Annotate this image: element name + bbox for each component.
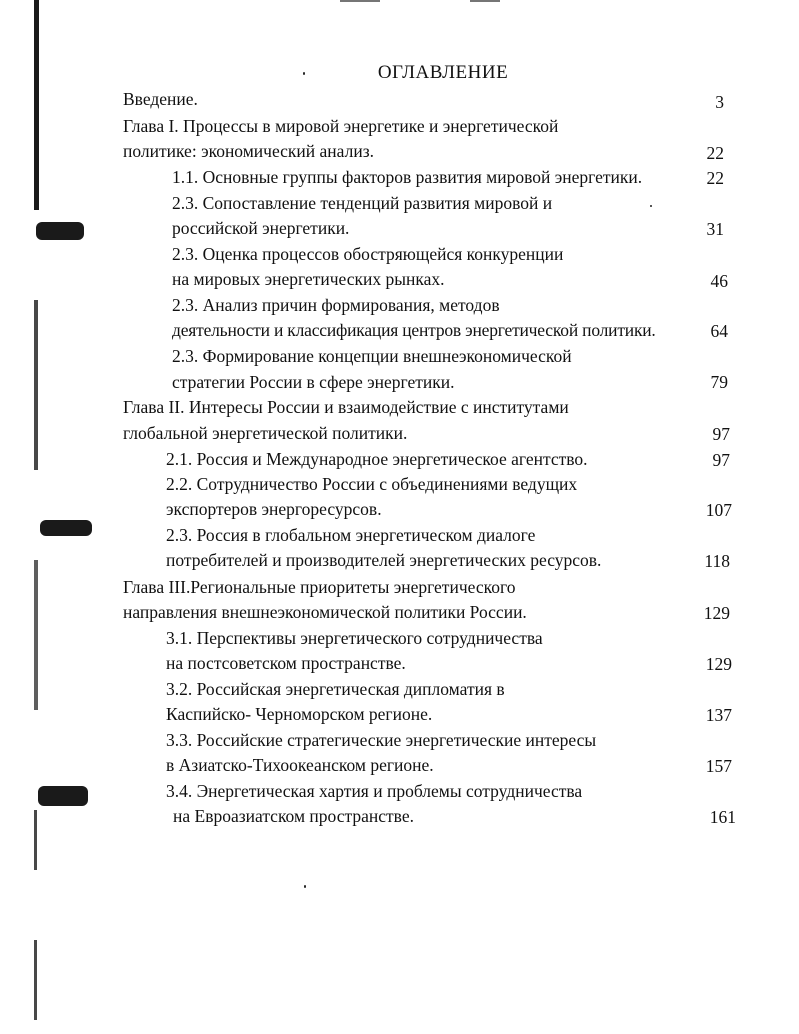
toc-page-number: 161 [709,807,736,827]
scan-edge-mark [34,300,38,470]
scan-speck [650,205,652,207]
toc-page-number: 3 [715,92,724,112]
toc-entry: стратегии России в сфере энергетики. [172,372,455,392]
toc-entry: Введение. [123,89,198,109]
toc-entry: направления внешнеэкономической политики России. [123,602,527,622]
toc-entry: российской энергетики. [172,218,350,238]
toc-page-number: 107 [705,500,732,520]
scan-edge-mark [340,0,380,2]
toc-entry: потребителей и производителей энергетических ресурсов. [166,550,602,570]
toc-entry: 2.1. Россия и Международное энергетическое агентство. [166,449,588,469]
scan-speck [304,885,306,888]
scan-edge-mark [470,0,500,2]
toc-entry: 3.2. Российская энергетическая дипломатия в [166,679,505,699]
toc-entry: Каспийско- Черноморском регионе. [166,704,433,724]
toc-entry: 3.3. Российские стратегические энергетические интересы [166,730,597,750]
toc-page-number: 129 [703,603,730,623]
toc-page-number: 64 [710,321,728,341]
toc-entry: политике: экономический анализ. [123,141,374,161]
toc-page-number: 157 [705,756,732,776]
toc-page-number: 31 [706,219,724,239]
toc-entry: экспортеров энергоресурсов. [166,499,382,519]
toc-entry: 2.3. Формирование концепции внешнеэкономической [172,346,572,366]
toc-entry: 2.3. Оценка процессов обостряющейся конкуренции [172,244,564,264]
toc-title: ОГЛАВЛЕНИЕ [377,62,509,83]
toc-page-number: 46 [710,271,728,291]
toc-entry: 2.3. Сопоставление тенденций развития мировой и [172,193,553,213]
toc-entry: на Евроазиатском пространстве. [173,806,414,826]
scan-edge-mark [34,940,37,1020]
toc-page-number: 129 [705,654,732,674]
scan-edge-mark [40,520,92,536]
toc-page-number: 97 [712,424,730,444]
toc-page-number: 79 [710,372,728,392]
toc-entry: деятельности и классификация центров энергетической политики. [172,320,656,340]
toc-page-number: 22 [706,143,724,163]
toc-entry: на постсоветском пространстве. [166,653,406,673]
toc-entry: Глава III.Региональные приоритеты энергетического [123,577,516,597]
toc-page-number: 137 [705,705,732,725]
toc-entry: 3.1. Перспективы энергетического сотрудничества [166,628,543,648]
toc-entry: 1.1. Основные группы факторов развития мировой энергетики. [172,167,643,187]
scan-edge-mark [38,786,88,806]
toc-entry: 2.3. Россия в глобальном энергетическом диалоге [166,525,536,545]
toc-entry: глобальной энергетической политики. [123,423,408,443]
scan-edge-mark [34,0,39,210]
scan-edge-mark [34,560,38,710]
scan-edge-mark [34,810,37,870]
toc-entry: Глава II. Интересы России и взаимодействие с институтами [123,397,569,417]
toc-entry: в Азиатско-Тихоокеанском регионе. [166,755,434,775]
scan-edge-mark [36,222,84,240]
toc-entry: Глава I. Процессы в мировой энергетике и энергетической [123,116,559,136]
toc-page-number: 22 [706,168,724,188]
toc-page-number: 118 [704,551,730,571]
toc-entry: 2.2. Сотрудничество России с объединениями ведущих [166,474,578,494]
toc-page-number: 97 [712,450,730,470]
toc-entry: 2.3. Анализ причин формирования, методов [172,295,500,315]
toc-entry: 3.4. Энергетическая хартия и проблемы сотрудничества [166,781,583,801]
toc-entry: на мировых энергетических рынках. [172,269,445,289]
